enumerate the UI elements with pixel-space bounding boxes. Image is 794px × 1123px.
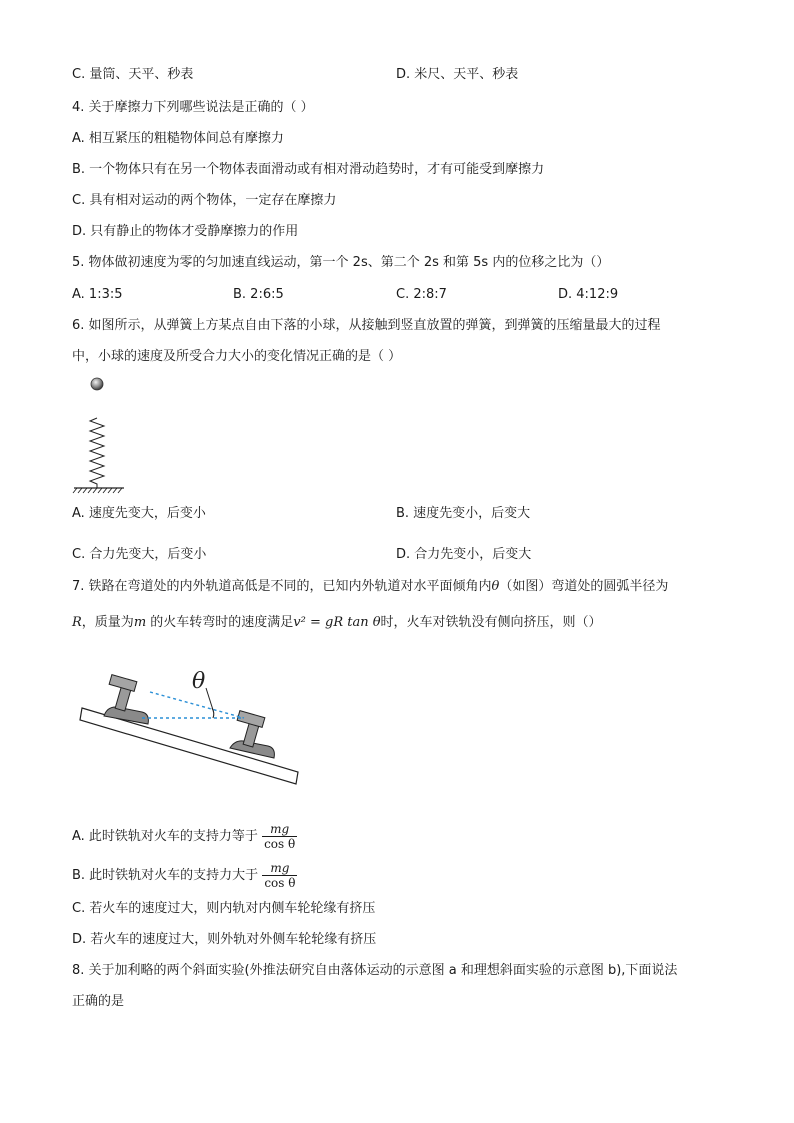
q8-stem-line1: 8. 关于加利略的两个斜面实验(外推法研究自由落体运动的示意图 a 和理想斜面实验的示意图 b),下面说法 (72, 963, 678, 978)
q7-formula: v² = gR tan θ (293, 615, 381, 630)
ground-hatch (73, 488, 122, 493)
q8-stem-line2: 正确的是 (72, 994, 125, 1009)
mg-over-cos-theta (262, 861, 297, 890)
q7-stem2-a: ，质量为 (81, 615, 134, 630)
q7-stem-line1 (72, 578, 668, 596)
q7-stem2-c: 时，火车对铁轨没有侧向挤压，则（） (380, 615, 602, 630)
q4-stem: 4. 关于摩擦力下列哪些说法是正确的（ ） (72, 100, 314, 115)
q5-option-c: C. 2:8:7 (396, 287, 447, 302)
theta-label: θ (192, 669, 206, 694)
angle-leader (206, 688, 213, 710)
q7-option-b (72, 861, 297, 890)
spring-icon (90, 418, 104, 488)
q6-option-c: C. 合力先变大，后变小 (72, 547, 207, 562)
right-rail-icon (230, 711, 274, 758)
q7-stem-line2 (72, 614, 602, 632)
q4-option-a: A. 相互紧压的粗糙物体间总有摩擦力 (72, 131, 284, 146)
ball-icon (91, 378, 103, 390)
q4-option-c: C. 具有相对运动的两个物体，一定存在摩擦力 (72, 193, 337, 208)
q7-option-a (72, 822, 297, 851)
q7-theta: θ (491, 579, 500, 594)
q7-stem1-a: 7. 铁路在弯道处的内外轨道高低是不同的，已知内外轨道对水平面倾角内 (72, 579, 492, 594)
q7-option-a-text: A. 此时铁轨对火车的支持力等于 (72, 829, 258, 844)
mg-over-cos-theta (262, 822, 297, 851)
q7-stem1-b: （如图）弯道处的圆弧半径为 (499, 579, 669, 594)
q6-option-a: A. 速度先变大，后变小 (72, 506, 206, 521)
left-rail-icon (104, 675, 148, 724)
q7-R: R (72, 615, 82, 630)
q4-option-b: B. 一个物体只有在另一个物体表面滑动或有相对滑动趋势时，才有可能受到摩擦力 (72, 162, 545, 177)
q4-option-d: D. 只有静止的物体才受静摩擦力的作用 (72, 224, 299, 239)
q6-option-b: B. 速度先变小，后变大 (396, 506, 531, 521)
q5-stem: 5. 物体做初速度为零的匀加速直线运动，第一个 2s、第二个 2s 和第 5s 内的位移之比为（） (72, 255, 610, 270)
frac-numerator: mg (270, 861, 290, 875)
q6-stem-line1: 6. 如图所示，从弹簧上方某点自由下落的小球，从接触到竖直放置的弹簧，到弹簧的压缩量最大的过程 (72, 318, 661, 333)
q5-option-d: D. 4:12:9 (558, 287, 619, 302)
frac-denominator: cos θ (264, 876, 296, 890)
q7-m: m (133, 615, 147, 630)
q7-option-b-text: B. 此时铁轨对火车的支持力大于 (72, 868, 259, 883)
q7-option-c: C. 若火车的速度过大，则内轨对内侧车轮轮缘有挤压 (72, 901, 376, 916)
frac-numerator: mg (270, 822, 290, 836)
q7-option-d: D. 若火车的速度过大，则外轨对外侧车轮轮缘有挤压 (72, 932, 377, 947)
frac-denominator: cos θ (264, 837, 296, 851)
q3-option-c: C. 量筒、天平、秒表 (72, 67, 194, 82)
q6-spring-figure (68, 372, 128, 496)
q6-stem-line2: 中，小球的速度及所受合力大小的变化情况正确的是（ ） (72, 349, 402, 364)
q5-option-b: B. 2:6:5 (233, 287, 284, 302)
dashed-incline-line (150, 692, 244, 718)
q3-option-d: D. 米尺、天平、秒表 (396, 67, 519, 82)
q7-stem2-b: 的火车转弯时的速度满足 (146, 615, 294, 630)
q7-rail-figure (78, 664, 308, 790)
q5-option-a: A. 1:3:5 (72, 287, 123, 302)
q6-option-d: D. 合力先变小，后变大 (396, 547, 532, 562)
